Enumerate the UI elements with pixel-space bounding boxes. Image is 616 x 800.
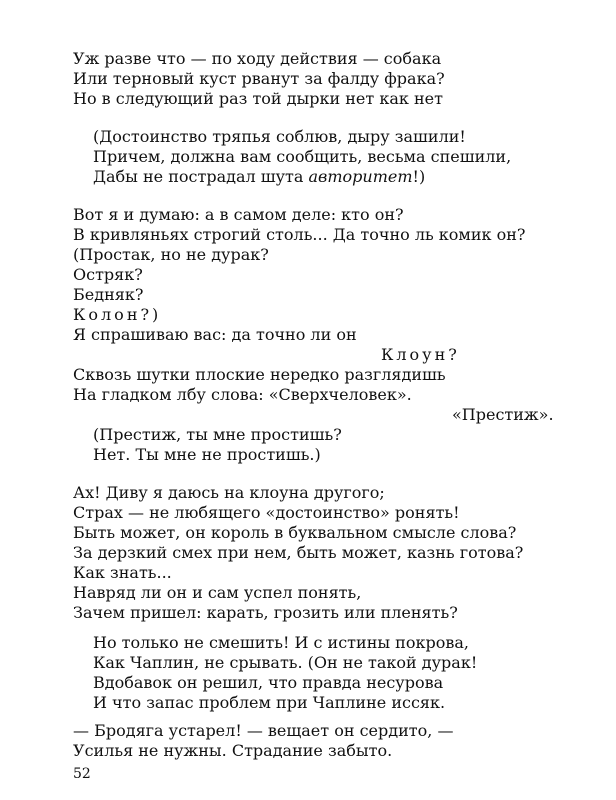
poem-line: За дерзкий смех при нем, быть может, казнь готова? bbox=[73, 543, 524, 562]
poem-line: Навряд ли он и сам успел понять, bbox=[73, 583, 362, 602]
poem-line: Уж разве что — по ходу действия — собака bbox=[73, 49, 442, 68]
poem-line: Быть может, он король в буквальном смысле слова? bbox=[73, 523, 517, 542]
poem-line: Как Чаплин, не срывать. (Он не такой дурак! bbox=[93, 653, 478, 672]
poem-line: На гладком лбу слова: «Сверхчеловек». bbox=[73, 385, 412, 404]
poem-line: — Бродяга устарел! — вещает он сердито, — bbox=[73, 721, 454, 740]
poem-line: Остряк? bbox=[73, 265, 143, 284]
poem-line-text: Дабы не пострадал шута bbox=[93, 167, 309, 186]
poem-line: Но только не смешить! И с истины покрова, bbox=[93, 633, 469, 652]
poem-line: Как знать... bbox=[73, 563, 172, 582]
poem-line: Сквозь шутки плоские нередко разглядишь bbox=[73, 365, 446, 384]
poem-line: Или терновый куст рванут за фалду фрака? bbox=[73, 69, 445, 88]
poem-line: Зачем пришел: карать, грозить или пленять? bbox=[73, 603, 458, 622]
emphasized-word: авторитет bbox=[308, 167, 413, 186]
poem-line: Клоун? bbox=[381, 345, 460, 364]
poem-line: «Престиж». bbox=[452, 405, 554, 424]
poem-line: Колон?) bbox=[73, 305, 162, 324]
poem-line: И что запас проблем при Чаплине иссяк. bbox=[93, 693, 446, 712]
poem-line: (Простак, но не дурак? bbox=[73, 245, 269, 264]
poem-line bbox=[93, 168, 425, 186]
poem-line: Страх — не любящего «достоинство» ронять! bbox=[73, 503, 460, 522]
poem-line: Я спрашиваю вас: да точно ли он bbox=[73, 325, 357, 344]
poem-line: Причем, должна вам сообщить, весьма спешили, bbox=[93, 147, 512, 166]
poem-line: (Престиж, ты мне простишь? bbox=[93, 425, 342, 444]
poem-line: Нет. Ты мне не простишь.) bbox=[93, 445, 321, 464]
poem-line-text: !) bbox=[412, 167, 426, 186]
poem-line: В кривляньях строгий столь... Да точно ль комик он? bbox=[73, 225, 526, 244]
poem-line: Вот я и думаю: а в самом деле: кто он? bbox=[73, 205, 404, 224]
poem-line: Вдобавок он решил, что правда несурова bbox=[93, 673, 444, 692]
poem-line: Но в следующий раз той дырки нет как нет bbox=[73, 89, 443, 108]
poem-line: Ах! Диву я даюсь на клоуна другого; bbox=[73, 483, 385, 502]
poem-line: Бедняк? bbox=[73, 285, 144, 304]
poem-line: (Достоинство тряпья соблюв, дыру зашили! bbox=[93, 127, 466, 146]
page-number: 52 bbox=[73, 766, 91, 782]
poem-line: Усилья не нужны. Страдание забыто. bbox=[73, 741, 393, 760]
